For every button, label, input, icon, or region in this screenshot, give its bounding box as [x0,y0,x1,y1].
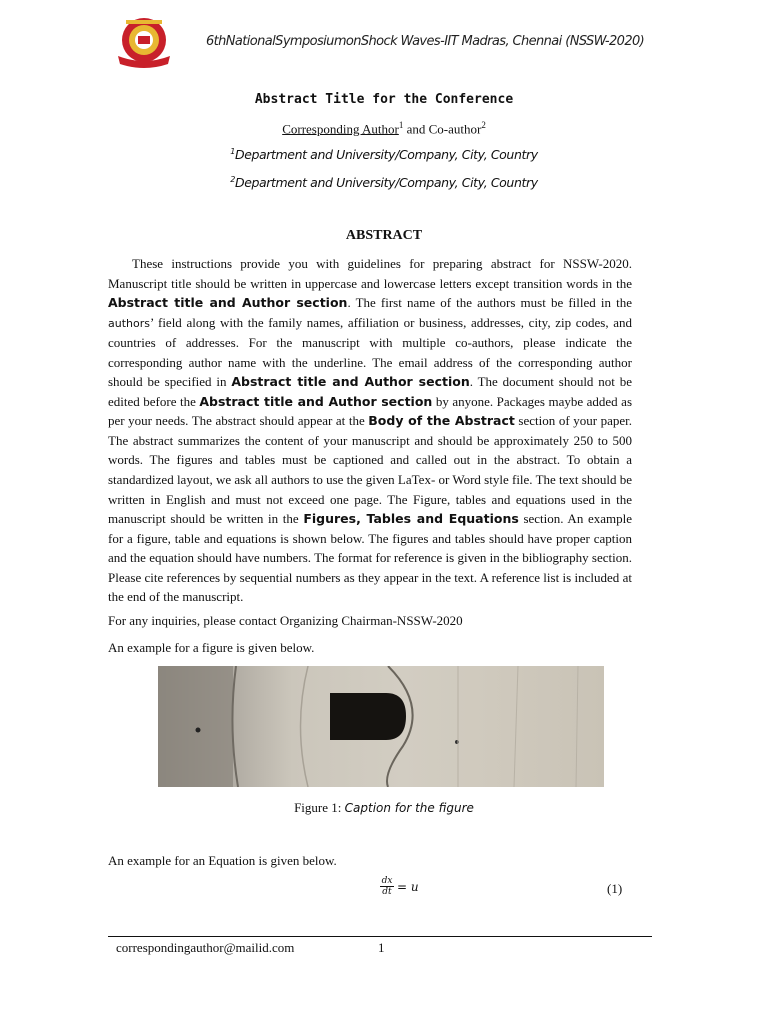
conference-header: 6thNationalSymposiumonShock Waves-IIT Madras, Chennai (NSSW-2020) [206,34,645,49]
abstract-text: . The document should not be edited before the [108,374,633,409]
equation-fraction [380,876,394,897]
co-author: and Co-author [403,121,482,137]
abstract-text: authors [108,316,150,330]
contact-line: For any inquiries, please contact Organizing Chairman-NSSW-2020 [108,613,463,628]
equation-1 [380,876,419,897]
equation-rhs: = u [397,879,419,894]
abstract-text: by anyone. Packages maybe added as per your needs. The abstract should appear at the [108,393,633,429]
page-number: 1 [378,940,385,955]
highlight-abstract-title-section: Abstract title and Author section [231,374,470,390]
author-superscript-2: 2 [481,120,486,130]
affiliation-2 [0,175,768,190]
shock-wave-figure [158,666,604,787]
affiliation-superscript: 2 [230,175,235,184]
figure-label: Figure 1: [294,800,342,815]
abstract-heading: ABSTRACT [345,228,423,243]
abstract-text: . The first name of the authors must be filled in the [347,295,633,311]
highlight-figures-section: Figures, Tables and Equations [303,511,519,527]
figure-intro: An example for a figure is given below. [108,640,315,655]
affiliation-superscript: 1 [230,147,235,156]
abstract-text: section. An example for a figure, table and equations is shown below. The figures and tables should have proper caption and the equation should have numbers. The format for reference is given in the bibliography section. Please cite references by sequential numbers as they appear in the text. A reference list is included at the end of the manuscript. [108,511,632,605]
affiliation-1 [0,147,768,162]
abstract-text: These instructions provide you with guidelines for preparing abstract for NSSW-2020. Manuscript title should be written in uppercase and lowercase letters except transition words in the [108,256,632,291]
author-superscript-1: 1 [398,120,404,130]
footer-divider [108,936,652,937]
author-line [0,120,768,137]
equation-denominator: dt [382,887,392,897]
abstract-text: ’ field along with the family names, affiliation or business, addresses, city, zip codes, and countries of addresses. For the manuscript with multiple co-authors, please indicate the corresponding author name with the underline. The email address of the corresponding author should be specified in [108,314,632,390]
equation-numerator: dx [381,876,393,886]
affiliation-text: Department and University/Company, City, Country [234,147,538,163]
corresponding-author: Corresponding Author [282,121,399,137]
footer-email: correspondingauthor@mailid.com [116,940,295,955]
highlight-body-section: Body of the Abstract [368,413,515,429]
abstract-text: section of your paper. The abstract summarizes the content of your manuscript and should be approximately 250 to 500 words. The figures and tables must be captioned and called out in the abstract. To obtain a standardized layout, we ask all authors to use the given LaTex- or Word style file. The text should be written in English and must not exceed one page. The Figure, tables and equations used in the manuscript should be written in the [108,413,632,527]
iit-madras-logo [112,16,176,72]
figure-caption-text: Caption for the figure [344,801,474,815]
affiliation-text: Department and University/Company, City, Country [234,175,538,191]
abstract-title: Abstract Title for the Conference [254,92,514,107]
equation-number: (1) [607,881,623,896]
equation-intro: An example for an Equation is given below. [108,853,337,868]
abstract-body [108,254,632,607]
figure-caption [0,800,768,816]
highlight-abstract-title-section: Abstract title and Author section [108,295,348,311]
highlight-abstract-title-section: Abstract title and Author section [199,393,433,409]
